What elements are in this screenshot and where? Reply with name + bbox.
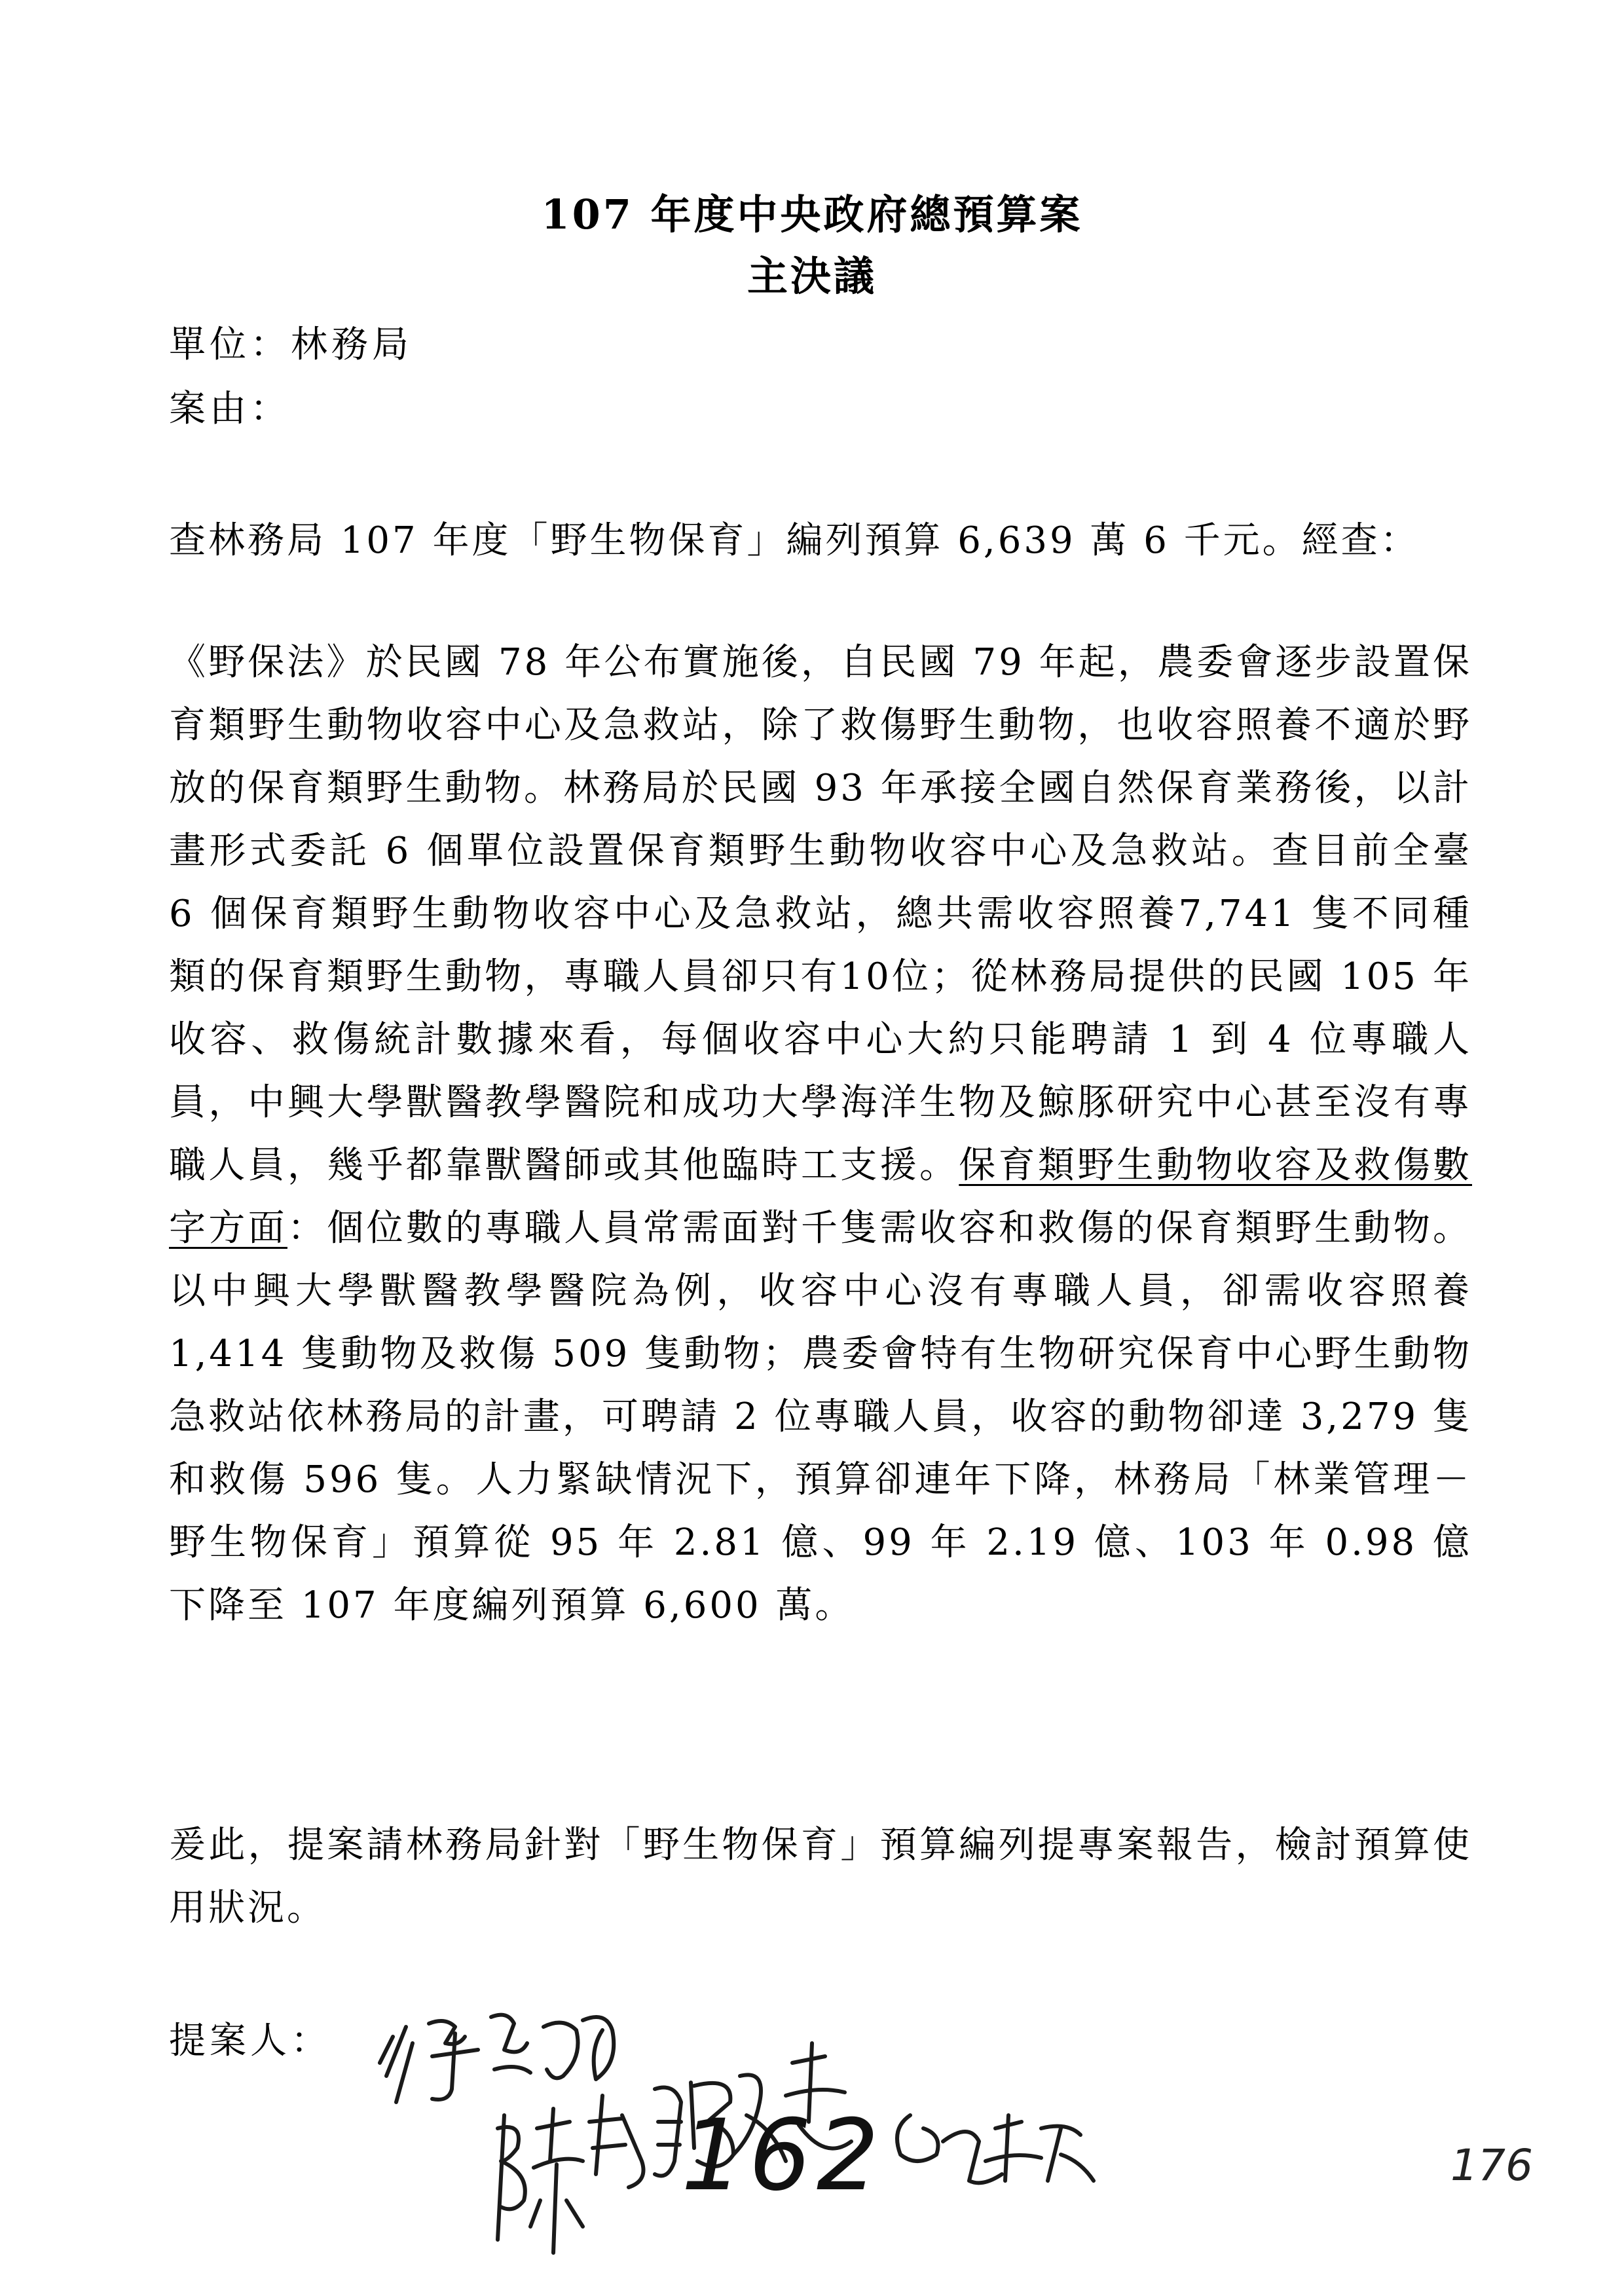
unit-field bbox=[169, 316, 413, 368]
handwritten-number: 162 bbox=[681, 2099, 885, 2213]
case-field bbox=[169, 380, 291, 432]
proposer-label: 提案人： bbox=[169, 2020, 331, 2062]
document-title: 107 年度中央政府總預算案 bbox=[541, 191, 1083, 238]
underlined-phrase: 保育類野生動物收容及救傷數字方面 bbox=[169, 1144, 1472, 1250]
body-paragraph bbox=[169, 631, 1472, 1637]
document-subtitle: 主決議 bbox=[747, 252, 877, 300]
unit-value: 林務局 bbox=[291, 324, 413, 366]
case-label: 案由： bbox=[169, 388, 291, 430]
body-text-part-2: ：個位數的專職人員常需面對千隻需收容和救傷的保育類野生動物。以中興大學獸醫教學醫院為例，收容中心沒有專職人員，卻需收容照養 1,414 隻動物及救傷 509 隻動物；農委會特有生物研究保育中心野生動物急救站依林務局的計畫，可聘請 2 位專職人員，收容的動物卻達 3,279 隻和救傷 596 隻。人力緊缺情況下，預算卻連年下降，林務局「林業管理－野生物保育」預算從 95 年 2.81 億、99 年 2.19 億、103 年 0.98 億下降至 107 年度編列預算 6,600 萬。 bbox=[169, 1207, 1472, 1627]
signature-3 bbox=[897, 2115, 1094, 2183]
page-number: 176 bbox=[1450, 2140, 1533, 2191]
conclusion-paragraph: 爰此，提案請林務局針對「野生物保育」預算編列提專案報告，檢討預算使用狀況。 bbox=[169, 1824, 1472, 1929]
body-text-part-1: 《野保法》於民國 78 年公布實施後，自民國 79 年起，農委會逐步設置保育類野生動物收容中心及急救站，除了救傷野生動物，也收容照養不適於野放的保育類野生動物。林務局於民國 93 年承接全國自然保育業務後，以計畫形式委託 6 個單位設置保育類野生動物收容中心及急救站。查目前全臺 6 個保育類野生動物收容中心及急救站，總共需收容照養7,741 隻不同種類的保育類野生動物，專職人員卻只有10位；從林務局提供的民國 105 年收容、救傷統計數據來看，每個收容中心大約只能聘請 1 到 4 位專職人員，中興大學獸醫教學醫院和成功大學海洋生物及鯨豚研究中心甚至沒有專職人員，幾乎都靠獸醫師或其他臨時工支援。 bbox=[169, 641, 1472, 1187]
unit-label: 單位： bbox=[169, 324, 291, 366]
intro-paragraph: 查林務局 107 年度「野生物保育」編列預算 6,639 萬 6 千元。經查： bbox=[169, 519, 1420, 562]
signature-1 bbox=[380, 2015, 614, 2102]
